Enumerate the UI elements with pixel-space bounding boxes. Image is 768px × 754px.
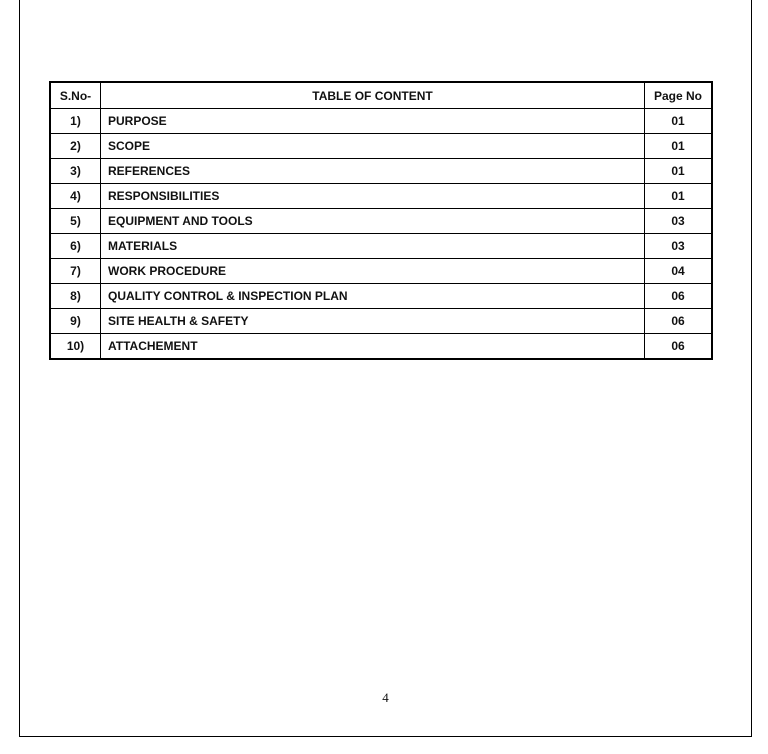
row-title: REFERENCES <box>101 159 645 184</box>
row-sno: 2) <box>50 134 101 159</box>
row-sno: 6) <box>50 234 101 259</box>
toc-header-row <box>50 82 712 109</box>
row-title: ATTACHEMENT <box>101 334 645 360</box>
row-page: 03 <box>645 234 713 259</box>
row-sno: 8) <box>50 284 101 309</box>
row-title: SCOPE <box>101 134 645 159</box>
row-sno: 5) <box>50 209 101 234</box>
row-title: PURPOSE <box>101 109 645 134</box>
table-row <box>50 184 712 209</box>
title-header: TABLE OF CONTENT <box>101 82 645 109</box>
row-page: 01 <box>645 109 713 134</box>
row-title: EQUIPMENT AND TOOLS <box>101 209 645 234</box>
table-row <box>50 109 712 134</box>
row-page: 06 <box>645 334 713 360</box>
row-title: QUALITY CONTROL & INSPECTION PLAN <box>101 284 645 309</box>
table-row <box>50 334 712 360</box>
table-row <box>50 234 712 259</box>
document-page <box>19 0 752 737</box>
row-sno: 9) <box>50 309 101 334</box>
row-title: MATERIALS <box>101 234 645 259</box>
page-number: 4 <box>382 690 389 705</box>
row-sno: 4) <box>50 184 101 209</box>
row-sno: 1) <box>50 109 101 134</box>
table-row <box>50 134 712 159</box>
row-page: 06 <box>645 309 713 334</box>
row-title: SITE HEALTH & SAFETY <box>101 309 645 334</box>
row-title: WORK PROCEDURE <box>101 259 645 284</box>
row-title: RESPONSIBILITIES <box>101 184 645 209</box>
row-page: 06 <box>645 284 713 309</box>
table-row <box>50 309 712 334</box>
table-of-contents <box>49 81 713 360</box>
row-page: 03 <box>645 209 713 234</box>
row-page: 01 <box>645 184 713 209</box>
table-row <box>50 284 712 309</box>
row-sno: 7) <box>50 259 101 284</box>
row-page: 04 <box>645 259 713 284</box>
table-row <box>50 159 712 184</box>
sno-header: S.No- <box>50 82 101 109</box>
table-row <box>50 259 712 284</box>
row-sno: 3) <box>50 159 101 184</box>
row-page: 01 <box>645 159 713 184</box>
page-no-header: Page No <box>645 82 713 109</box>
row-page: 01 <box>645 134 713 159</box>
row-sno: 10) <box>50 334 101 360</box>
table-row <box>50 209 712 234</box>
